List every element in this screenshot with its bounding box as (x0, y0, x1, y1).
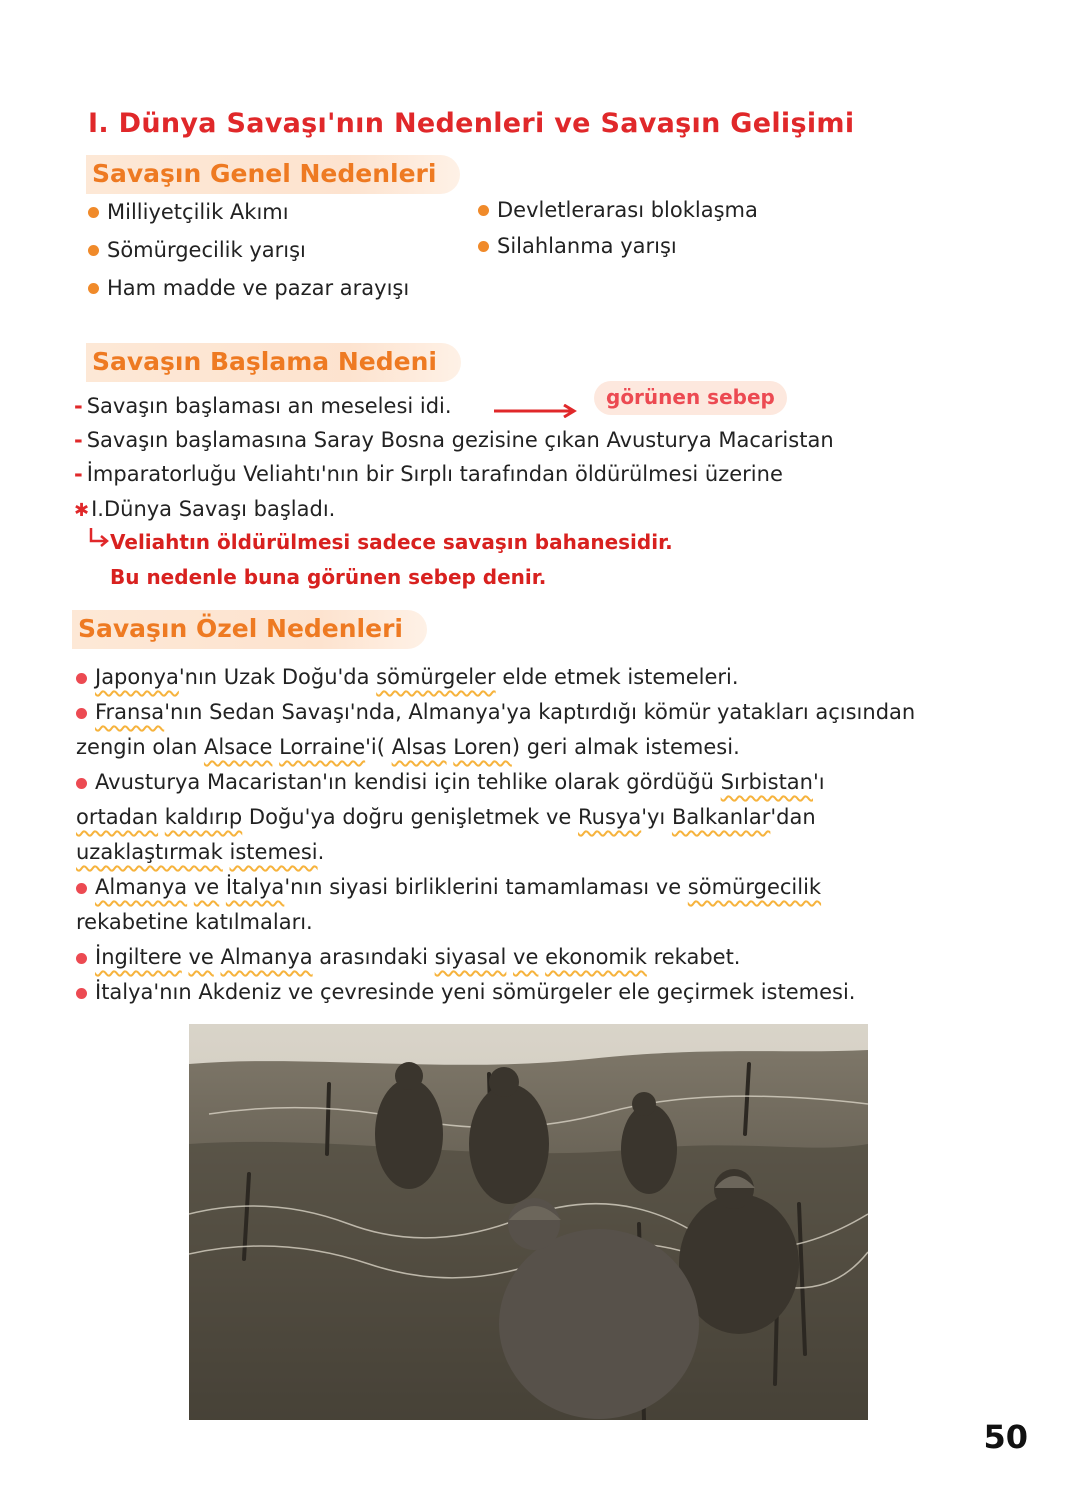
bullet-icon (478, 241, 489, 252)
visible-reason-note: Bu nedenle buna görünen sebep denir. (110, 565, 547, 589)
page-number: 50 (983, 1418, 1028, 1456)
special-cause-item: Avusturya Macaristan'ın kendisi için tehlike olarak gördüğü Sırbistan'ı (76, 765, 976, 800)
bullet-icon (76, 708, 87, 719)
start-cause-heading: Savaşın Başlama Nedeni (86, 343, 461, 382)
visible-reason-tag: görünen sebep (594, 381, 787, 415)
bullet-icon (76, 953, 87, 964)
general-cause-item: Milliyetçilik Akımı (88, 200, 289, 224)
general-cause-item: Devletlerarası bloklaşma (478, 198, 758, 222)
special-cause-continuation: zengin olan Alsace Lorraine'i( Alsas Loren) geri almak istemesi. (76, 735, 740, 759)
trench-soldiers-photo (189, 1024, 868, 1420)
special-cause-continuation: rekabetine katılmaları. (76, 910, 313, 934)
bullet-icon (88, 207, 99, 218)
arrow-right-icon (494, 404, 580, 418)
special-causes-list (76, 660, 976, 1010)
special-cause-item: Fransa'nın Sedan Savaşı'nda, Almanya'ya kaptırdığı kömür yatakları açısından (76, 695, 976, 730)
dash-bullet: - (74, 428, 83, 452)
bullet-icon (76, 988, 87, 999)
start-cause-line: - Savaşın başlamasına Saray Bosna gezisine çıkan Avusturya Macaristan (74, 428, 834, 452)
bullet-icon (88, 245, 99, 256)
special-cause-continuation: ortadan kaldırıp Doğu'ya doğru genişletmek ve Rusya'yı Balkanlar'dan (76, 805, 816, 829)
bullet-icon (76, 673, 87, 684)
start-cause-line: ✱I.Dünya Savaşı başladı. (74, 497, 336, 521)
pretext-note: Veliahtın öldürülmesi sadece savaşın bahanesidir. (110, 530, 673, 554)
corner-arrow-icon (88, 528, 110, 548)
special-cause-item: Japonya'nın Uzak Doğu'da sömürgeler elde etmek istemeleri. (76, 660, 976, 695)
general-cause-item: Silahlanma yarışı (478, 234, 677, 258)
special-cause-item: Almanya ve İtalya'nın siyasi birliklerini tamamlaması ve sömürgecilik (76, 870, 976, 905)
general-causes-heading: Savaşın Genel Nedenleri (86, 155, 460, 194)
dash-bullet: - (74, 462, 83, 486)
bullet-icon (88, 283, 99, 294)
start-cause-line: - İmparatorluğu Veliahtı'nın bir Sırplı tarafından öldürülmesi üzerine (74, 462, 783, 486)
start-cause-line: - Savaşın başlaması an meselesi idi. (74, 394, 452, 418)
special-causes-heading: Savaşın Özel Nedenleri (72, 610, 427, 649)
bullet-icon (76, 778, 87, 789)
special-cause-item: İtalya'nın Akdeniz ve çevresinde yeni sömürgeler ele geçirmek istemesi. (76, 975, 976, 1010)
general-cause-item: Sömürgecilik yarışı (88, 238, 306, 262)
bullet-icon (478, 205, 489, 216)
bullet-icon (76, 883, 87, 894)
special-cause-continuation: uzaklaştırmak istemesi. (76, 840, 325, 864)
dash-bullet: - (74, 394, 83, 418)
page-title: I. Dünya Savaşı'nın Nedenleri ve Savaşın Gelişimi (88, 108, 855, 139)
special-cause-item: İngiltere ve Almanya arasındaki siyasal ve ekonomik rekabet. (76, 940, 976, 975)
asterisk-icon: ✱ (74, 500, 90, 521)
general-cause-item: Ham madde ve pazar arayışı (88, 276, 409, 300)
